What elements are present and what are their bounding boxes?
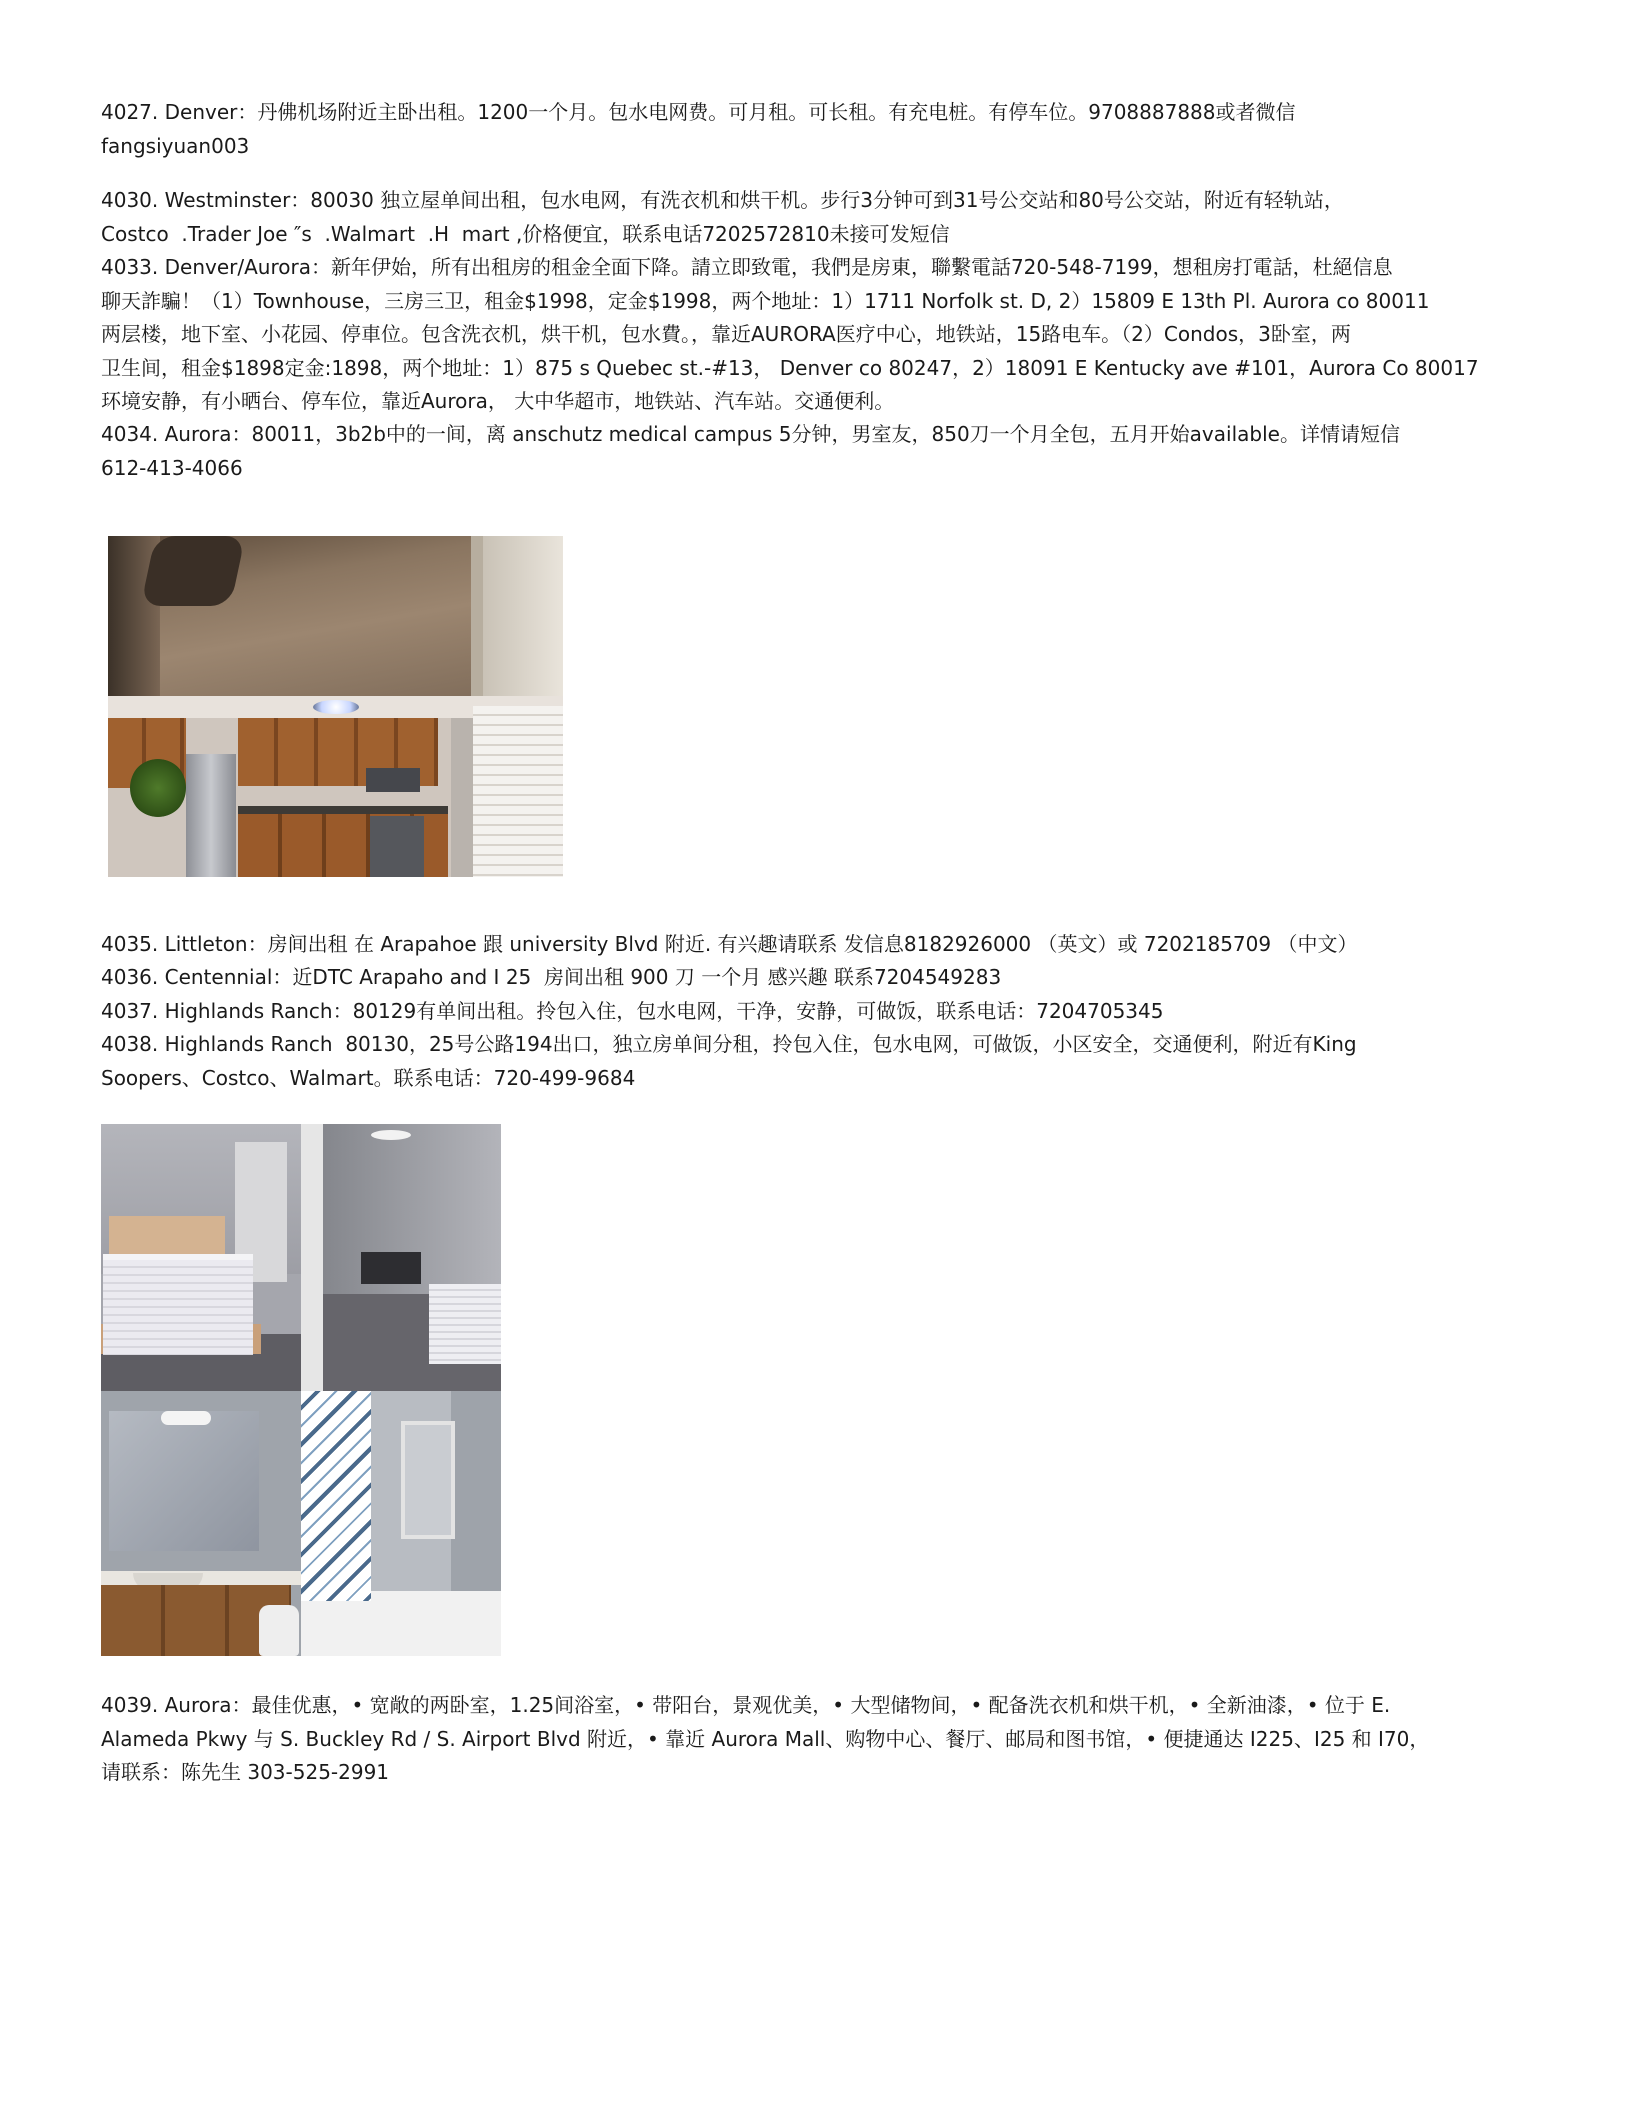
listing-4036: 4036. Centennial：近DTC Arapaho and I 25 房间出租 900 刀 一个月 感兴趣 联系7204549283 (101, 965, 1002, 989)
listing-4034-photo-kitchen (108, 696, 563, 877)
listing-4030: 4030. Westminster：80030 独立屋单间出租，包水电网，有洗衣机和烘干机。步行3分钟可到31号公交站和80号公交站，附近有轻轨站， Costco .Trader Joe ″s .Walmart .H mart ,价格便宜，联系电话7202572810未接可发短信 (101, 188, 1344, 246)
listing-4034-photo-hallway (108, 536, 563, 696)
listing-4038-photo-bedroom-desk (301, 1124, 501, 1391)
listing-4039: 4039. Aurora：最佳优惠，• 宽敞的两卧室，1.25间浴室，• 带阳台，景观优美，• 大型储物间，• 配备洗衣机和烘干机，• 全新油漆，• 位于 E. Alameda Pkwy 与 S. Buckley Rd / S. Airport Blvd 附近，• 靠近 Aurora Mall、购物中心、餐厅、邮局和图书馆，• 便捷通达 I225、I25 和 I70， 请联系：陈先生 303-525-2991 (101, 1693, 1430, 1784)
listing-4038-photo-bathroom-vanity (101, 1391, 301, 1656)
listing-4038: 4038. Highlands Ranch 80130，25号公路194出口，独立房单间分租，拎包入住，包水电网，可做饭，小区安全，交通便利，附近有King Soopers、Costco、Walmart。联系电话：720-499-9684 (101, 1032, 1357, 1090)
listing-4034: 4034. Aurora：80011，3b2b中的一间，离 anschutz medical campus 5分钟，男室友，850刀一个月全包，五月开始available。详情请短信 612-413-4066 (101, 422, 1400, 480)
listing-4038-photo-bedroom (101, 1124, 301, 1391)
listing-4027: 4027. Denver：丹佛机场附近主卧出租。1200一个月。包水电网费。可月租。可长租。有充电桩。有停车位。9708887888或者微信 fangsiyuan003 (101, 100, 1296, 158)
listing-4035: 4035. Littleton：房间出租 在 Arapahoe 跟 university Blvd 附近. 有兴趣请联系 发信息8182926000 （英文）或 7202185709 （中文） (101, 932, 1358, 956)
listing-4038-photo-bathtub (301, 1391, 501, 1656)
listing-4033: 4033. Denver/Aurora：新年伊始，所有出租房的租金全面下降。請立即致電，我們是房東，聯繫電話720-548-7199，想租房打電話，杜絕信息 聊天詐騙！（1）Townhouse，三房三卫，租金$1998，定金$1998，两个地址：1）1711 Norfolk st. D, 2）15809 E 13th Pl. Aurora co 80011 两层楼，地下室、小花园、停車位。包含洗衣机，烘干机，包水費。，靠近AURORA医疗中心，地铁站，15路电车。（2）Condos，3卧室，两 卫生间，租金$1898定金:1898，两个地址：1）875 s Quebec st.-#13， Denver co 80247，2）18091 E Kentucky ave #101，Aurora Co 80017 环境安静，有小晒台、停车位，靠近Aurora， 大中华超市，地铁站、汽车站。交通便利。 (101, 255, 1479, 413)
listing-4037: 4037. Highlands Ranch：80129有单间出租。拎包入住，包水电网，干净，安静，可做饭，联系电话：7204705345 (101, 999, 1164, 1023)
